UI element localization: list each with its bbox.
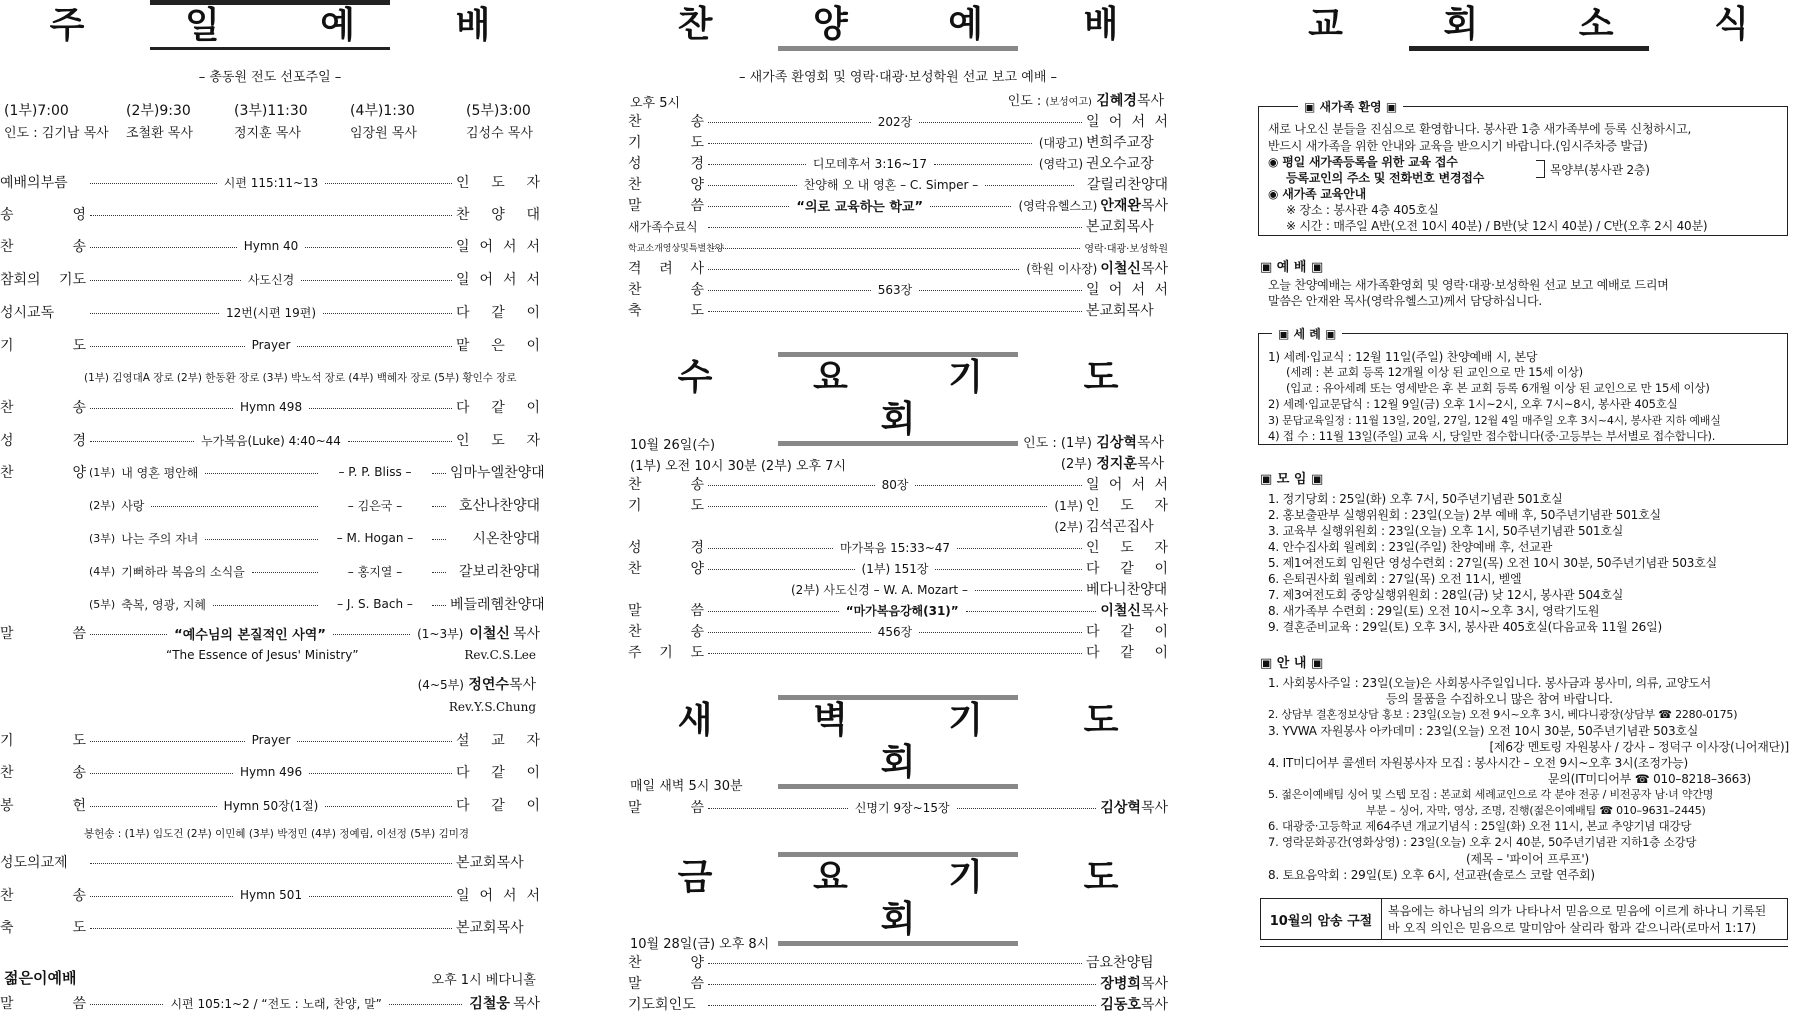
sunday-worship-title: 주 일 예 배 xyxy=(49,5,535,46)
wednesday-row: 기 도 (1부) 인 도 자 xyxy=(628,498,1168,514)
memory-verse-line: 복음에는 하나님의 의가 나타나서 믿음으로 믿음에 이르게 하나니 기록된 xyxy=(1388,904,1767,918)
sermon-english-title: “The Essence of Jesus' Ministry” xyxy=(166,648,359,662)
order-row: 찬 송 Hymn 496 다 같 이 xyxy=(0,765,541,781)
wednesday-date: 10월 26일(수) xyxy=(630,438,716,453)
wednesday-prayer-title: 수 요 기 도 회 xyxy=(677,357,1163,440)
leader: 정지훈 목사 xyxy=(234,126,301,141)
meeting-news-title: ▣ 모 임 ▣ xyxy=(1260,472,1324,487)
wednesday-leader: 인도 : (1부) 김상혁목사 xyxy=(1023,435,1164,451)
prayer-note: (1부) 김영대A 장로 (2부) 한동환 장로 (3부) 박노석 장로 (4부) 백혜자 장로 (5부) 황인수 장로 xyxy=(84,372,517,384)
wednesday-row: (2부) 사도신경 – W. A. Mozart – 베다니찬양대 xyxy=(791,582,1168,598)
meeting-line: 4. 안수집사회 월례회 : 23일(주일) 찬양예배 후, 선교관 xyxy=(1268,540,1553,554)
praise-row: 찬 양 찬양해 오 내 영혼 – C. Simper – 갈릴리찬양대 xyxy=(628,177,1168,193)
service-time: (2부)9:30 xyxy=(126,103,191,119)
leader: 임장원 목사 xyxy=(350,126,417,141)
baptism-line: (세례 : 본 교회 등록 12개월 이상 된 교인으로 만 15세 이상) xyxy=(1286,365,1583,379)
worship-news-title: ▣ 예 배 ▣ xyxy=(1260,260,1324,275)
meeting-line: 8. 새가족부 수련회 : 29일(토) 오전 10시~오후 3시, 영락기도원 xyxy=(1268,604,1600,618)
meeting-line: 1. 정기당회 : 25일(화) 오후 7시, 50주년기념관 501호실 xyxy=(1268,492,1563,506)
newcomer-contact: 목양부(봉사관 2층) xyxy=(1550,163,1650,177)
friday-row: 찬 양 금요찬양팀 xyxy=(628,955,1154,971)
memory-verse-label: 10월의 암송 구절 xyxy=(1261,899,1382,939)
notice-line: 3. YVWA 자원봉사 아카데미 : 23일(오늘) 오전 10시 30분, 50주년기념관 503호실 xyxy=(1268,724,1699,738)
praise-row: 축 도 본교회목사 xyxy=(628,303,1154,319)
praise-worship-title-block xyxy=(628,0,1168,51)
newcomer-bullet: ◉ 평일 새가족등록을 위한 교육 접수 xyxy=(1268,155,1458,169)
notice-line: [제6강 멘토링 자원봉사 / 강사 – 정덕구 이사장(니어재단)] xyxy=(1489,740,1789,754)
youth-worship-title: 젊은이예배 xyxy=(4,969,77,987)
order-row: 기 도 Prayer 설 교 자 xyxy=(0,733,541,749)
meeting-line: 5. 제1여전도회 임원단 영성수련회 : 27일(목) 오전 10시 30분, 50주년기념관 503호실 xyxy=(1268,556,1718,570)
notice-line: 1. 사회봉사주일 : 23일(오늘)은 사회봉사주일입니다. 봉사금과 봉사미, 의류, 교양도서 xyxy=(1268,676,1712,690)
meeting-line: 6. 은퇴권사회 월례회 : 27일(목) 오전 11시, 벧엘 xyxy=(1268,572,1522,586)
rev-name: Rev.C.S.Lee xyxy=(464,648,536,662)
wednesday-row: 찬 송 80장 일 어 서 서 xyxy=(628,477,1168,493)
praise-worship-leader: 인도 : (보성여고) 김혜경목사 xyxy=(1007,93,1164,109)
meeting-line: 9. 결혼준비교육 : 29일(토) 오후 3시, 봉사관 405호실(다음교육 11월 26일) xyxy=(1268,620,1662,634)
baptism-line: (입교 : 유아세례 또는 영세받은 후 본 교회 등록 6개월 이상 된 교인으로 만 15세 이상) xyxy=(1286,381,1710,395)
order-row: 성시교독 12번(시편 19편) 다 같 이 xyxy=(0,305,540,321)
service-time: (3부)11:30 xyxy=(234,103,308,119)
youth-sermon-row: 말 씀 시편 105:1~2 / “전도 : 노래, 찬양, 말” 김철웅 목사 xyxy=(0,996,540,1012)
praise-row: 말 씀 “의로 교육하는 학교” (영락유헬스고) 안재완 목사 xyxy=(628,198,1169,215)
leader: 김성수 목사 xyxy=(466,126,533,141)
offering-note: 봉헌송 : (1부) 임도건 (2부) 이민혜 (3부) 박정민 (4부) 정예림, 이선정 (5부) 김미경 xyxy=(84,828,470,840)
praise-row: 성 경 디모데후서 3:16~17 (영락고) 권오수교장 xyxy=(628,156,1154,172)
friday-date: 10월 28일(금) 오후 8시 xyxy=(630,937,770,952)
meeting-line: 3. 교육부 실행위원회 : 23일(오늘) 오후 1시, 50주년기념관 501호실 xyxy=(1268,524,1624,538)
baptism-line: 1) 세례·입교식 : 12월 11일(주일) 찬양예배 시, 본당 xyxy=(1268,350,1538,364)
memory-verse-text xyxy=(1382,899,1787,939)
praise-row: 기 도 (대광고) 변희주교장 xyxy=(628,135,1154,151)
sermon-row: 말 씀 “예수님의 본질적인 사역” (1~3부) 이철신 목사 xyxy=(0,626,540,643)
newcomer-bullet: ◉ 새가족 교육안내 xyxy=(1268,187,1366,201)
anthem-row: (5부) 축복, 영광, 지혜 – J. S. Bach – 베들레헴찬양대 xyxy=(89,597,545,613)
friday-row: 기도회인도 김동호 목사 xyxy=(628,997,1168,1013)
praise-row: 새가족수료식 본교회목사 xyxy=(628,219,1154,235)
sunday-worship-title-block xyxy=(0,0,540,50)
wednesday-row: 성 경 마가복음 15:33~47 인 도 자 xyxy=(628,540,1168,556)
friday-prayer-title: 금 요 기 도 회 xyxy=(677,857,1163,940)
baptism-line: 2) 세례·입교문답식 : 12월 9일(금) 오후 1시~2시, 오후 7시~8시, 봉사관 405호실 xyxy=(1268,397,1678,411)
memory-verse-box xyxy=(1260,898,1788,940)
service-time: (5부)3:00 xyxy=(466,103,531,119)
friday-row: 말 씀 장병희 목사 xyxy=(628,976,1168,992)
leader: 인도 : 김기남 목사 xyxy=(4,126,109,141)
order-row: 참회의 기도 사도신경 일 어 서 서 xyxy=(0,272,540,288)
wednesday-row: 찬 송 456장 다 같 이 xyxy=(628,624,1168,640)
worship-news-line: 말씀은 안재완 목사(영락유헬스고)께서 담당하십니다. xyxy=(1268,294,1543,308)
bottom-rule xyxy=(1260,946,1788,947)
church-news-title: 교 회 소 식 xyxy=(1308,4,1793,45)
order-row: 축 도 본교회목사 xyxy=(0,920,524,936)
baptism-title: ▣ 세 례 ▣ xyxy=(1272,325,1342,342)
order-row: 기 도 Prayer 맡 은 이 xyxy=(0,338,541,354)
newcomer-line: 반드시 새가족을 위한 안내와 교육을 받으시기 바랍니다.(임시주차증 발급) xyxy=(1268,139,1648,153)
wednesday-row: 찬 양 (1부) 151장 다 같 이 xyxy=(628,561,1168,577)
meeting-line: 7. 제3여전도회 중앙실행위원회 : 28일(금) 낮 12시, 봉사관 504호실 xyxy=(1268,588,1624,602)
notice-line: 등의 물품을 수집하오니 많은 참여 바랍니다. xyxy=(1386,692,1613,706)
notice-line: 부분 – 싱어, 자막, 영상, 조명, 진행(젊은이예배팀 ☎ 010–9631–2445) xyxy=(1366,804,1706,817)
praise-row: 학교소개영상및특별찬양 영락·대광·보성학원 xyxy=(628,243,1168,255)
youth-worship-time: 오후 1시 베다니홀 xyxy=(431,973,536,988)
notice-line: 5. 젊은이예배팀 싱어 및 스텝 모집 : 본교회 세례교인으로 각 분야 전공 / 비전공자 남·녀 약간명 xyxy=(1268,788,1714,801)
praise-worship-title: 찬 양 예 배 xyxy=(677,4,1163,45)
bracket-icon xyxy=(1536,160,1545,178)
notice-line: 2. 상담부 결혼정보상담 홍보 : 23일(오늘) 오전 9시~오후 3시, 베다니광장(상담부 ☎ 2280-0175) xyxy=(1268,708,1738,721)
praise-worship-time: 오후 5시 xyxy=(630,96,681,111)
dawn-time: 매일 새벽 5시 30분 xyxy=(630,779,743,794)
notice-line: 8. 토요음악회 : 29일(토) 오후 6시, 선교관(솔로스 코랄 연주회) xyxy=(1268,868,1595,882)
newcomer-bullet: 등록교인의 주소 및 전화번호 변경접수 xyxy=(1286,171,1485,185)
baptism-line: 4) 접 수 : 11월 13일(주일) 교육 시, 당일만 접수합니다(중·고등부는 부서별로 접수합니다). xyxy=(1268,429,1716,443)
service-time: (4부)1:30 xyxy=(350,103,415,119)
newcomer-line: ※ 시간 : 매주일 A반(오전 10시 40분) / B반(낮 12시 40분) / C반(오후 2시 40분) xyxy=(1286,219,1708,233)
order-row: 송 영 찬 양 대 xyxy=(0,207,540,223)
newcomer-line: ※ 장소 : 봉사관 4층 405호실 xyxy=(1286,203,1439,217)
wednesday-row: (2부) 김석곤집사 xyxy=(1054,519,1154,535)
memory-verse-line: 바 오직 의인은 믿음으로 말미암아 살리라 함과 같으니라(로마서 1:17) xyxy=(1388,921,1757,935)
praise-row: 격 려 사 (학원 이사장) 이철신 목사 xyxy=(628,261,1168,277)
praise-row: 찬 송 202장 일 어 서 서 xyxy=(628,114,1168,130)
dawn-prayer-title: 새 벽 기 도 회 xyxy=(677,700,1163,783)
notice-line: 4. IT미디어부 콜센터 자원봉사자 모집 : 봉사시간 – 오전 9시~오후 3시(조정가능) xyxy=(1268,756,1688,770)
notice-line: 6. 대광중·고등학교 제64주년 개교기념식 : 25일(화) 오전 11시, 본교 추양기념 대강당 xyxy=(1268,819,1692,833)
anthem-row: 찬 양 (1부) 내 영혼 평안해 – P. P. Bliss – 임마누엘찬양대 xyxy=(0,465,545,481)
order-row: 봉 헌 Hymn 50장(1절) 다 같 이 xyxy=(0,798,540,814)
order-row: 찬 송 Hymn 498 다 같 이 xyxy=(0,400,541,416)
wednesday-row: 주 기 도 다 같 이 xyxy=(628,645,1168,661)
order-row: 찬 송 Hymn 501 일 어 서 서 xyxy=(0,888,541,904)
order-row: 찬 송 Hymn 40 일 어 서 서 xyxy=(0,239,541,255)
order-row: 성도의교제 본교회목사 xyxy=(0,855,524,871)
wednesday-leader-2: (2부) 정지훈목사 xyxy=(1060,456,1164,472)
church-news-title-block xyxy=(1256,0,1801,51)
order-row: 예배의부름 시편 115:11~13 인 도 자 xyxy=(0,175,541,191)
praise-row: 찬 송 563장 일 어 서 서 xyxy=(628,282,1168,298)
newcomer-line: 새로 나오신 분들을 진심으로 환영합니다. 봉사관 1층 새가족부에 등록 신청하시고, xyxy=(1268,122,1692,136)
anthem-row: (4부) 기뻐하라 복음의 소식을 – 홍지열 – 갈보리찬양대 xyxy=(89,564,540,580)
worship-news-line: 오늘 찬양예배는 새가족환영회 및 영락·대광·보성학원 선교 보고 예배로 드리며 xyxy=(1268,278,1669,292)
leader: 조철환 목사 xyxy=(126,126,193,141)
newcomer-title: ▣ 새가족 환영 ▣ xyxy=(1298,98,1403,115)
anthem-row: (2부) 사랑 – 김은국 – 호산나찬양대 xyxy=(89,498,540,514)
wednesday-times: (1부) 오전 10시 30분 (2부) 오후 7시 xyxy=(630,459,847,474)
sermon-preacher-2: (4~5부) 정연수목사 xyxy=(417,677,536,693)
baptism-line: 3) 문답교육일정 : 11월 13일, 20일, 27일, 12월 4일 매주일 오후 3시~4시, 봉사관 지하 예배실 xyxy=(1268,414,1721,427)
service-time: (1부)7:00 xyxy=(4,103,69,119)
order-row: 성 경 누가복음(Luke) 4:40~44 인 도 자 xyxy=(0,433,540,449)
notice-line: (제목 – '파이어 프루프') xyxy=(1466,852,1589,866)
notice-line: 7. 영락문화공간(영화상영) : 23일(오늘) 오후 2시 40분, 50주년기념관 지하1층 소강당 xyxy=(1268,835,1697,849)
sunday-worship-subtitle: – 총동원 전도 선포주일 – xyxy=(198,70,342,85)
meeting-line: 2. 홍보출판부 실행위원회 : 23일(오늘) 2부 예배 후, 50주년기념관 501호실 xyxy=(1268,508,1661,522)
dawn-row: 말 씀 신명기 9장~15장 김상혁 목사 xyxy=(628,800,1168,816)
anthem-row: (3부) 나는 주의 자녀 – M. Hogan – 시온찬양대 xyxy=(89,531,540,547)
praise-worship-subtitle: – 새가족 환영회 및 영락·대광·보성학원 선교 보고 예배 – xyxy=(738,70,1058,85)
notice-news-title: ▣ 안 내 ▣ xyxy=(1260,656,1324,671)
wednesday-row: 말 씀 “마가복음강해(31)” 이철신 목사 xyxy=(628,603,1169,619)
rev-name: Rev.Y.S.Chung xyxy=(448,700,536,714)
notice-line: 문의(IT미디어부 ☎ 010–8218–3663) xyxy=(1547,772,1751,786)
friday-prayer-title-block xyxy=(628,852,1168,946)
